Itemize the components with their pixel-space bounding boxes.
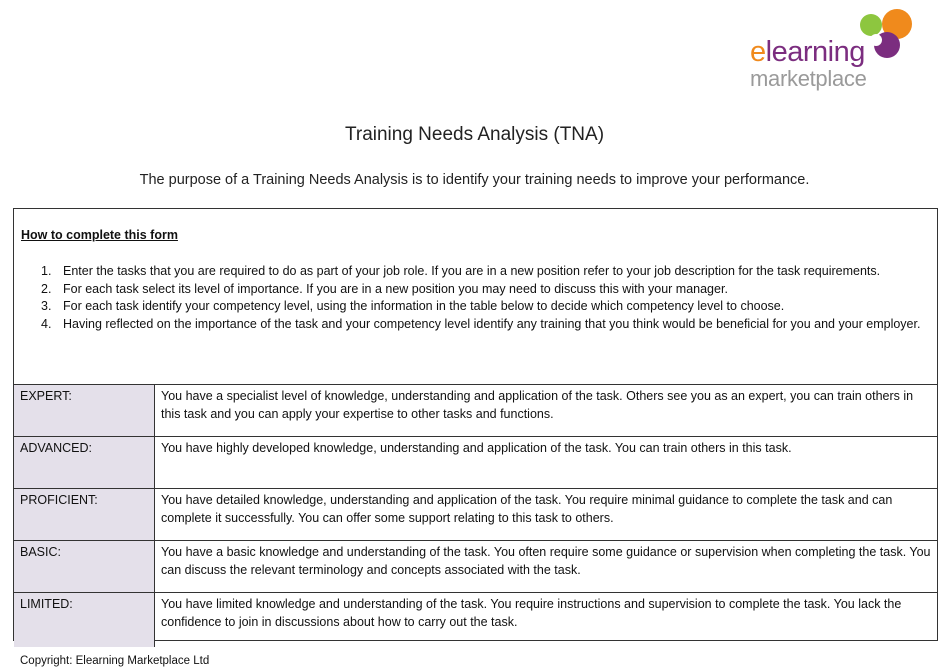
competency-levels-table (14, 384, 937, 647)
elearning-marketplace-logo (748, 6, 918, 92)
table-row (14, 541, 937, 593)
form-instructions-heading: How to complete this form (21, 228, 178, 242)
copyright-footer: Copyright: Elearning Marketplace Ltd (20, 655, 210, 667)
table-row (14, 489, 937, 541)
table-row (14, 385, 937, 437)
level-description: You have a specialist level of knowledge, understanding and application of the task. Others see you as an expert, you can train others in this task and you can apply your expertise to other tasks and functions. (155, 385, 938, 437)
instruction-step: 2. For each task select its level of importance. If you are in a new position you may need to discuss this with your manager. (41, 281, 728, 296)
level-label: BASIC: (14, 541, 155, 593)
instruction-step: 3. For each task identify your competency level, using the information in the table below to decide which competency level to choose. (41, 299, 785, 313)
instruction-step: 1. Enter the tasks that you are required to do as part of your job role. If you are in a new position refer to your job description for the task requirements. (41, 264, 881, 278)
instruction-step: 4. Having reflected on the importance of the task and your competency level identify any training that you think would be beneficial for you and your employer. (41, 316, 921, 331)
instructions-box (13, 208, 938, 641)
instruction-steps-list (14, 263, 929, 333)
level-label: ADVANCED: (14, 437, 155, 489)
level-label: LIMITED: (14, 593, 155, 648)
level-description: You have detailed knowledge, understanding and application of the task. You require minimal guidance to complete the task and can complete it successfully. You can offer some support relating to this task to others. (155, 489, 938, 541)
table-row (14, 437, 937, 489)
level-label: EXPERT: (14, 385, 155, 437)
purpose-statement: The purpose of a Training Needs Analysis is to identify your training needs to improve your performance. (139, 172, 810, 188)
level-description: You have a basic knowledge and understanding of the task. You often require some guidance or supervision when completing the task. You can discuss the relevant terminology and concepts associated with the task. (155, 541, 938, 593)
level-label: PROFICIENT: (14, 489, 155, 541)
table-row (14, 593, 937, 648)
logo-word-marketplace: marketplace (750, 66, 867, 91)
page-title: Training Needs Analysis (TNA) (344, 124, 605, 145)
level-description: You have limited knowledge and understanding of the task. You require instructions and supervision to complete the task. You lack the confidence to join in discussions about how to carry out the task. (155, 593, 938, 648)
level-description: You have highly developed knowledge, understanding and application of the task. You can train others in this task. (155, 437, 938, 489)
logo-word-elearning: elearning (750, 36, 865, 68)
